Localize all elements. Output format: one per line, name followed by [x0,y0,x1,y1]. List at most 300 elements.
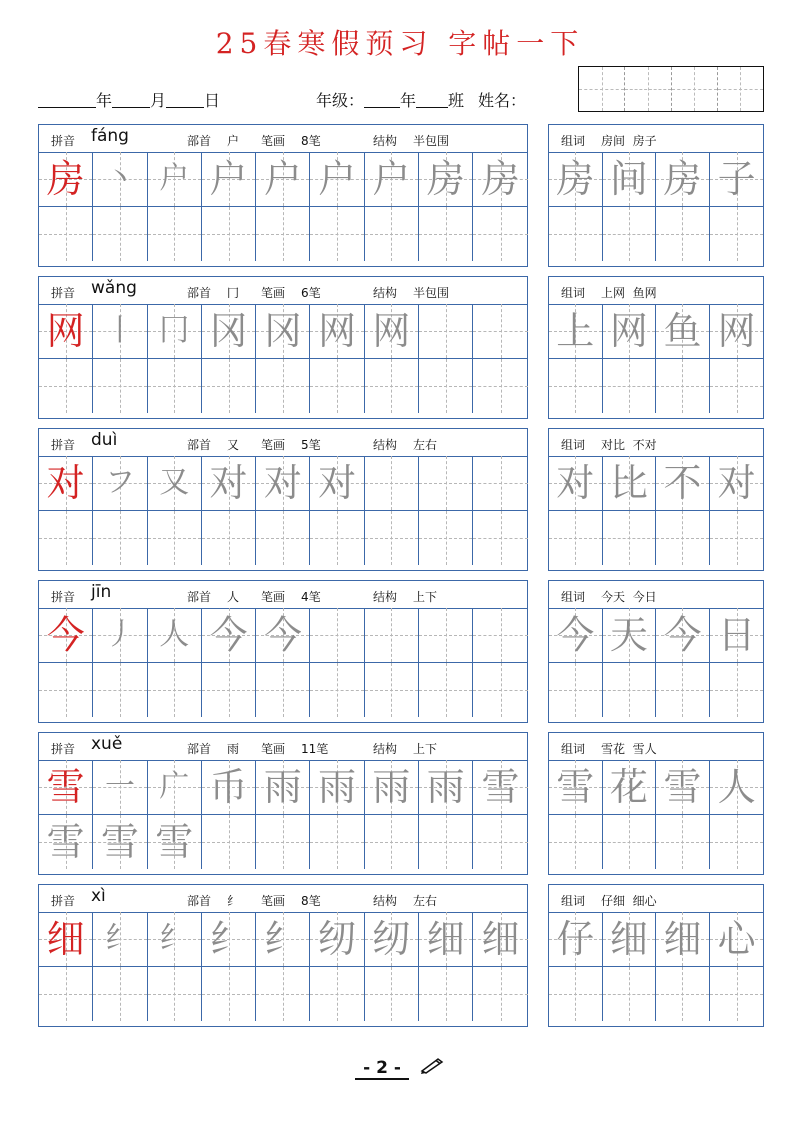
stroke-grid [39,304,528,413]
entry-header [39,733,527,761]
grade-line [316,88,526,111]
writing-cell[interactable] [39,967,93,1022]
writing-cell[interactable] [419,608,473,663]
writing-cell[interactable] [710,760,764,815]
writing-cell[interactable] [603,760,657,815]
radical-label: 部首 [187,894,212,908]
stroke-order-character: 纫 [318,916,357,961]
stroke-panel [38,124,528,267]
stroke-order-character: 对 [318,460,357,505]
writing-cell[interactable] [473,663,527,718]
stroke-panel [38,276,528,419]
writing-cell[interactable] [256,608,310,663]
writing-cell[interactable] [93,760,147,815]
writing-cell[interactable] [419,207,473,262]
writing-cell[interactable] [603,207,657,262]
writing-cell[interactable] [148,967,202,1022]
writing-cell[interactable] [93,608,147,663]
words-panel [548,884,764,1027]
stroke-order-character: 丶 [104,160,135,196]
writing-cell[interactable] [39,511,93,566]
stroke-order-character: 雪 [100,819,139,864]
model-character: 雪 [46,764,85,809]
stroke-order-character: 今 [209,612,248,657]
writing-cell[interactable] [148,152,202,207]
stroke-order-character: 雪 [155,819,194,864]
writing-cell[interactable] [256,815,310,870]
radical-label: 部首 [187,742,212,756]
writing-cell[interactable] [365,304,419,359]
stroke-order-character: 雨 [372,764,411,809]
writing-cell[interactable] [656,967,710,1022]
writing-cell[interactable] [256,912,310,967]
structure-label: 结构 [373,134,398,148]
stroke-panel [38,428,528,571]
stroke-order-character: 纟 [209,916,248,961]
writing-cell[interactable] [549,815,603,870]
writing-cell[interactable] [39,207,93,262]
words-grid [549,152,763,261]
stroke-order-character: 户 [318,156,357,201]
page-number: - 2 - [355,1058,409,1080]
stroke-order-character: 冈 [209,308,248,353]
structure-value: 上下 [413,742,438,756]
words-label: 组词 [561,286,586,300]
writing-cell[interactable] [202,912,256,967]
stroke-order-character: 网 [318,308,357,353]
radical-value: 又 [227,438,240,452]
writing-cell[interactable] [93,207,147,262]
stroke-panel [38,580,528,723]
writing-cell[interactable] [473,359,527,414]
words-grid [549,456,763,565]
writing-cell[interactable] [603,304,657,359]
writing-cell[interactable] [310,967,364,1022]
writing-cell[interactable] [365,608,419,663]
writing-cell[interactable] [710,912,764,967]
writing-cell[interactable] [310,815,364,870]
writing-cell[interactable] [202,207,256,262]
words-panel [548,124,764,267]
writing-cell[interactable] [365,663,419,718]
writing-cell[interactable] [710,815,764,870]
writing-cell[interactable] [256,207,310,262]
writing-cell[interactable] [549,967,603,1022]
writing-cell[interactable] [202,456,256,511]
writing-cell[interactable] [710,152,764,207]
writing-cell[interactable] [93,152,147,207]
character-block-1 [38,276,764,419]
word-character: 今 [556,612,595,657]
word-character: 鱼 [663,308,702,353]
writing-cell[interactable] [39,456,93,511]
writing-cell[interactable] [549,456,603,511]
words-grid [549,608,763,717]
writing-cell[interactable] [656,359,710,414]
pinyin-value: jīn [91,582,112,602]
writing-cell[interactable] [39,815,93,870]
radical-value: 雨 [227,742,240,756]
writing-cell[interactable] [365,760,419,815]
word-character: 对 [717,460,756,505]
word-character: 对 [556,460,595,505]
writing-cell[interactable] [710,456,764,511]
stroke-order-character: 户 [263,156,302,201]
writing-cell[interactable] [202,663,256,718]
writing-cell[interactable] [473,608,527,663]
stroke-order-character: 纫 [372,916,411,961]
writing-cell[interactable] [365,511,419,566]
stroke-order-character: 丨 [104,312,135,348]
word-character: 网 [609,308,648,353]
writing-cell[interactable] [365,815,419,870]
writing-cell[interactable] [710,608,764,663]
writing-cell[interactable] [656,912,710,967]
writing-cell[interactable] [710,359,764,414]
strokes-label: 笔画 [261,286,286,300]
day-blank[interactable] [166,91,204,108]
writing-cell[interactable] [656,760,710,815]
writing-cell[interactable] [656,456,710,511]
writing-cell[interactable] [256,967,310,1022]
word-character: 雪 [663,764,702,809]
word-character: 房 [556,156,595,201]
stroke-order-character: 又 [159,464,190,500]
writing-cell[interactable] [148,815,202,870]
strokes-label: 笔画 [261,894,286,908]
writing-cell[interactable] [202,760,256,815]
writing-cell[interactable] [202,304,256,359]
writing-cell[interactable] [473,207,527,262]
pinyin-label: 拼音 [51,286,76,300]
stroke-grid [39,456,528,565]
strokes-label: 笔画 [261,742,286,756]
word-character: 比 [609,460,648,505]
writing-cell[interactable] [549,359,603,414]
writing-cell[interactable] [202,815,256,870]
writing-cell[interactable] [256,760,310,815]
stroke-order-character: 雪 [46,819,85,864]
stroke-panel [38,884,528,1027]
writing-cell[interactable] [310,760,364,815]
writing-cell[interactable] [93,511,147,566]
strokes-value: 5笔 [301,438,321,452]
word-character: 网 [717,308,756,353]
writing-cell[interactable] [473,152,527,207]
writing-cell[interactable] [148,304,202,359]
words-label: 组词 [561,590,586,604]
word-character: 人 [717,764,756,809]
writing-cell[interactable] [310,912,364,967]
stroke-order-character: フ [104,464,135,500]
day-label: 日 [204,91,221,110]
stroke-order-character: 一 [104,768,135,804]
writing-cell[interactable] [256,359,310,414]
writing-cell[interactable] [603,967,657,1022]
writing-cell[interactable] [656,663,710,718]
words-panel [548,580,764,723]
writing-cell[interactable] [202,967,256,1022]
entry-header [39,429,527,457]
stroke-order-character: 房 [481,156,520,201]
entry-header [39,277,527,305]
writing-cell[interactable] [419,760,473,815]
writing-cell[interactable] [256,152,310,207]
strokes-value: 8笔 [301,134,321,148]
words-grid [549,912,763,1021]
writing-cell[interactable] [256,663,310,718]
writing-cell[interactable] [473,760,527,815]
writing-cell[interactable] [656,815,710,870]
writing-cell[interactable] [310,304,364,359]
writing-cell[interactable] [93,456,147,511]
words-header [549,429,763,457]
model-character: 网 [46,308,85,353]
words-header [549,125,763,153]
stroke-order-character: 纟 [263,916,302,961]
writing-cell[interactable] [549,511,603,566]
writing-cell[interactable] [93,967,147,1022]
writing-cell[interactable] [656,152,710,207]
class-blank[interactable] [416,91,448,108]
writing-cell[interactable] [93,815,147,870]
radical-label: 部首 [187,286,212,300]
writing-cell[interactable] [419,456,473,511]
pinyin-label: 拼音 [51,590,76,604]
writing-cell[interactable] [365,359,419,414]
writing-cell[interactable] [656,207,710,262]
radical-value: 户 [227,134,240,148]
model-character: 对 [46,460,85,505]
writing-cell[interactable] [39,912,93,967]
stroke-order-character: 广 [159,768,190,804]
stroke-grid [39,760,528,869]
name-box[interactable] [578,66,764,112]
writing-cell[interactable] [148,760,202,815]
structure-label: 结构 [373,438,398,452]
writing-cell[interactable] [419,967,473,1022]
writing-cell[interactable] [603,152,657,207]
month-blank[interactable] [112,91,150,108]
writing-cell[interactable] [549,207,603,262]
writing-cell[interactable] [419,815,473,870]
writing-cell[interactable] [549,608,603,663]
words-grid [549,304,763,413]
writing-cell[interactable] [148,608,202,663]
writing-cell[interactable] [93,663,147,718]
stroke-order-character: 今 [263,612,302,657]
writing-cell[interactable] [603,608,657,663]
grade-year-label: 年 [400,91,417,110]
writing-cell[interactable] [39,152,93,207]
writing-cell[interactable] [419,304,473,359]
character-block-5 [38,884,764,1027]
strokes-label: 笔画 [261,134,286,148]
writing-cell[interactable] [603,815,657,870]
model-character: 细 [46,916,85,961]
word-character: 不 [663,460,702,505]
writing-cell[interactable] [365,152,419,207]
writing-cell[interactable] [549,152,603,207]
stroke-order-character: 细 [481,916,520,961]
writing-cell[interactable] [473,456,527,511]
pencil-icon [419,1056,445,1079]
words-header [549,277,763,305]
word-character: 仔 [556,916,595,961]
writing-cell[interactable] [93,304,147,359]
word-character: 今 [663,612,702,657]
writing-cell[interactable] [473,967,527,1022]
writing-cell[interactable] [365,967,419,1022]
name-cell[interactable] [625,67,671,111]
word-character: 房 [663,156,702,201]
writing-cell[interactable] [603,511,657,566]
words-header [549,581,763,609]
writing-cell[interactable] [202,608,256,663]
writing-cell[interactable] [310,456,364,511]
radical-label: 部首 [187,590,212,604]
writing-cell[interactable] [419,359,473,414]
stroke-grid [39,152,528,261]
writing-cell[interactable] [310,152,364,207]
stroke-order-character: 纟 [159,920,190,956]
name-cell[interactable] [579,67,625,111]
writing-cell[interactable] [148,912,202,967]
writing-cell[interactable] [148,511,202,566]
writing-cell[interactable] [39,663,93,718]
year-label: 年 [96,91,113,110]
grade-blank[interactable] [364,91,400,108]
word-character: 花 [609,764,648,809]
structure-value: 左右 [413,894,438,908]
grade-label: 年级： [316,91,365,110]
strokes-label: 笔画 [261,590,286,604]
strokes-value: 8笔 [301,894,321,908]
writing-cell[interactable] [202,511,256,566]
writing-cell[interactable] [603,359,657,414]
writing-cell[interactable] [656,608,710,663]
structure-value: 半包围 [413,134,450,148]
writing-cell[interactable] [710,207,764,262]
writing-cell[interactable] [39,359,93,414]
writing-cell[interactable] [549,760,603,815]
writing-cell[interactable] [148,456,202,511]
stroke-order-character: 房 [426,156,465,201]
stroke-panel [38,732,528,875]
writing-cell[interactable] [365,207,419,262]
strokes-value: 4笔 [301,590,321,604]
writing-cell[interactable] [310,511,364,566]
strokes-value: 11笔 [301,742,329,756]
writing-cell[interactable] [256,511,310,566]
writing-cell[interactable] [603,456,657,511]
radical-label: 部首 [187,134,212,148]
pinyin-value: fáng [91,126,129,146]
writing-cell[interactable] [310,207,364,262]
writing-cell[interactable] [710,967,764,1022]
year-blank[interactable] [38,91,96,108]
model-character: 今 [46,612,85,657]
words-panel [548,428,764,571]
writing-cell[interactable] [473,815,527,870]
writing-cell[interactable] [549,663,603,718]
writing-cell[interactable] [656,511,710,566]
word-character: 天 [609,612,648,657]
writing-cell[interactable] [256,304,310,359]
writing-cell[interactable] [419,152,473,207]
pinyin-value: duì [91,430,118,450]
writing-cell[interactable] [419,663,473,718]
writing-cell[interactable] [310,359,364,414]
writing-cell[interactable] [549,912,603,967]
class-label: 班 [448,91,465,110]
writing-cell[interactable] [93,359,147,414]
words-panel [548,276,764,419]
words-value: 房间 房子 [601,134,657,148]
character-block-0 [38,124,764,267]
writing-cell[interactable] [202,152,256,207]
name-cell[interactable] [672,67,718,111]
writing-cell[interactable] [419,912,473,967]
structure-value: 半包围 [413,286,450,300]
pinyin-value: xì [91,886,106,906]
stroke-order-character: 冈 [263,308,302,353]
pinyin-value: xuě [91,734,123,754]
writing-cell[interactable] [603,912,657,967]
writing-cell[interactable] [202,359,256,414]
writing-cell[interactable] [710,511,764,566]
name-label: 姓名： [478,91,527,110]
stroke-order-character: 户 [372,156,411,201]
writing-cell[interactable] [603,663,657,718]
writing-cell[interactable] [656,304,710,359]
structure-label: 结构 [373,894,398,908]
writing-cell[interactable] [148,663,202,718]
word-character: 子 [717,156,756,201]
words-label: 组词 [561,438,586,452]
writing-cell[interactable] [365,912,419,967]
word-character: 雪 [556,764,595,809]
writing-cell[interactable] [473,304,527,359]
pinyin-label: 拼音 [51,894,76,908]
writing-cell[interactable] [310,663,364,718]
writing-cell[interactable] [310,608,364,663]
writing-cell[interactable] [473,912,527,967]
words-panel [548,732,764,875]
writing-cell[interactable] [419,511,473,566]
strokes-value: 6笔 [301,286,321,300]
writing-cell[interactable] [473,511,527,566]
writing-cell[interactable] [39,304,93,359]
name-cell[interactable] [718,67,763,111]
radical-value: 冂 [227,286,240,300]
writing-cell[interactable] [710,663,764,718]
writing-cell[interactable] [365,456,419,511]
stroke-order-character: 网 [372,308,411,353]
writing-cell[interactable] [710,304,764,359]
pinyin-label: 拼音 [51,438,76,452]
writing-cell[interactable] [148,207,202,262]
writing-cell[interactable] [39,760,93,815]
writing-cell[interactable] [549,304,603,359]
page-footer [0,1056,800,1080]
writing-cell[interactable] [148,359,202,414]
writing-cell[interactable] [93,912,147,967]
writing-cell[interactable] [39,608,93,663]
writing-cell[interactable] [256,456,310,511]
structure-label: 结构 [373,590,398,604]
stroke-order-character: 雨 [318,764,357,809]
